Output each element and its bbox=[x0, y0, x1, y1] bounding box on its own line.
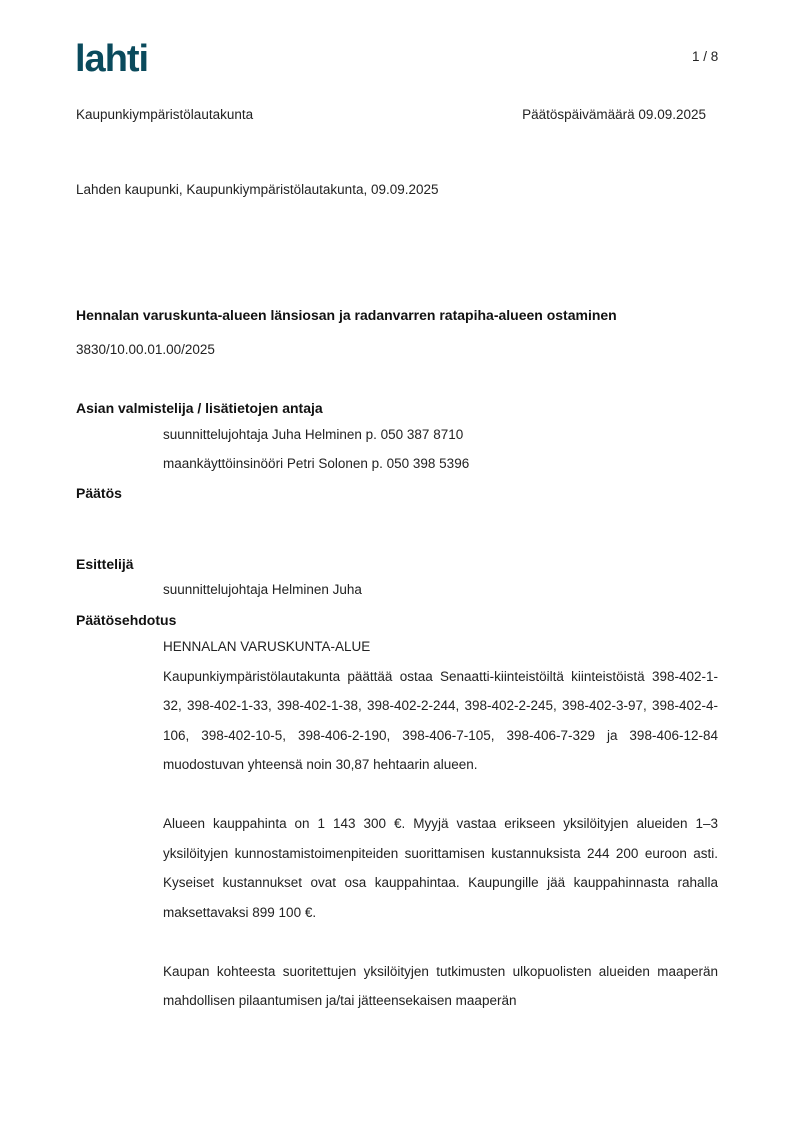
lahti-logo: lahti bbox=[75, 38, 149, 80]
preparer-heading: Asian valmistelija / lisätietojen antaja bbox=[76, 400, 323, 416]
meeting-line: Lahden kaupunki, Kaupunkiympäristölautakunta, 09.09.2025 bbox=[76, 182, 439, 197]
decision-heading: Päätös bbox=[76, 485, 122, 501]
presenter-line: suunnittelujohtaja Helminen Juha bbox=[163, 582, 362, 597]
proposal-heading: Päätösehdotus bbox=[76, 612, 177, 628]
decision-date: Päätöspäivämäärä 09.09.2025 bbox=[522, 107, 706, 122]
proposal-paragraph-1: Kaupunkiympäristölautakunta päättää ostaa Senaatti-kiinteistöiltä kiinteistöistä 398-402-1-32, 398-402-1-33, 398-402-1-38, 398-402-2-244, 398-402-2-245, 398-402-3-97, 398-402-4-106, 398-402-10-5, 398-406-2-190, 398-406-7-105, 398-406-7-329 ja 398-406-12-84 muodostuvan yhteensä noin 30,87 hehtaarin alueen. bbox=[163, 668, 718, 772]
record-number: 3830/10.00.01.00/2025 bbox=[76, 342, 215, 357]
page-number: 1 / 8 bbox=[692, 49, 719, 64]
preparer-line-2: maankäyttöinsinööri Petri Solonen p. 050 398 5396 bbox=[163, 456, 470, 471]
preparer-line-1: suunnittelujohtaja Juha Helminen p. 050 387 8710 bbox=[163, 427, 464, 442]
board-name: Kaupunkiympäristölautakunta bbox=[76, 107, 254, 122]
presenter-heading: Esittelijä bbox=[76, 556, 134, 572]
document-title: Hennalan varuskunta-alueen länsiosan ja radanvarren ratapiha-alueen ostaminen bbox=[76, 307, 617, 323]
proposal-paragraph-2: Alueen kauppahinta on 1 143 300 €. Myyjä vastaa erikseen yksilöityjen alueiden 1–3 yksilöityjen kunnostamistoimenpiteiden suorittamisen kustannuksista 244 200 euroon asti. Kyseiset kustannukset ovat osa kauppahintaa. Kaupungille jää kauppahinnasta rahalla maksettavaksi 899 100 €. bbox=[163, 816, 718, 920]
proposal-body bbox=[163, 632, 718, 1016]
proposal-paragraph-3: Kaupan kohteesta suoritettujen yksilöityjen tutkimusten ulkopuolisten alueiden maaperän mahdollisen pilaantumisen ja/tai jätteensekaisen maaperän bbox=[163, 963, 718, 1008]
proposal-subheading: HENNALAN VARUSKUNTA-ALUE bbox=[163, 639, 371, 654]
